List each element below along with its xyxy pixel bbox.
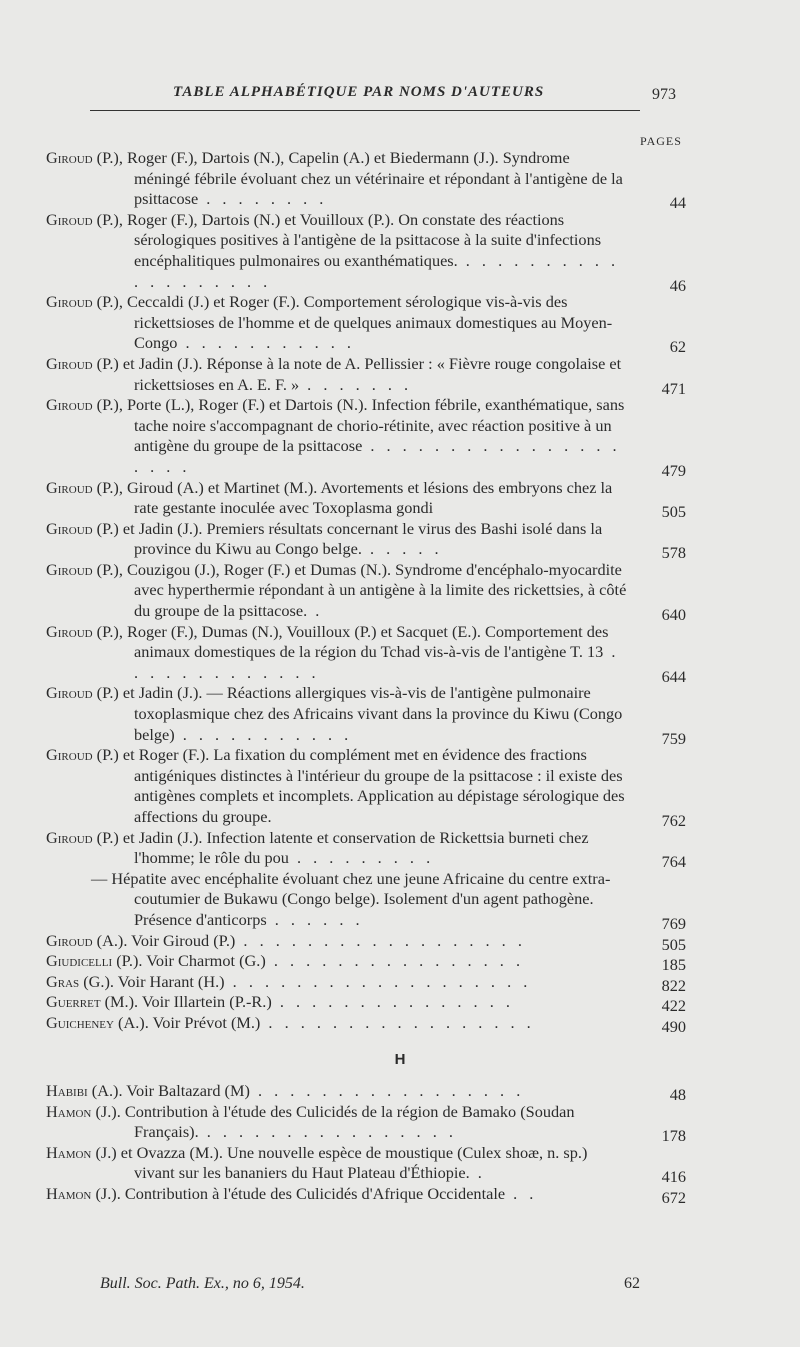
index-entry bbox=[46, 1184, 686, 1205]
entry-page: 505 bbox=[661, 934, 686, 954]
running-title: TABLE ALPHABÉTIQUE PAR NOMS D'AUTEURS bbox=[173, 84, 545, 100]
entry-author: Giroud bbox=[46, 827, 93, 847]
index-entries-h bbox=[46, 1081, 686, 1205]
index-entry bbox=[46, 683, 686, 748]
index-entry bbox=[46, 1142, 686, 1187]
entry-page: 672 bbox=[661, 1187, 686, 1207]
pages-column-label: PAGES bbox=[640, 134, 682, 148]
leader-dots: . . . . . . . . . . . . . . . bbox=[271, 992, 514, 1012]
entry-author: Giroud bbox=[46, 353, 93, 373]
entry-page: 490 bbox=[661, 1016, 686, 1036]
entry-page: 471 bbox=[661, 378, 686, 398]
entry-text: (J.) et Ovazza (M.). Une nouvelle espèce de moustique (Culex shoæ, n. sp.) vivant sur les bananiers du Haut Plateau d'Éthiopie. bbox=[91, 1142, 588, 1183]
index-entry bbox=[46, 477, 686, 522]
entry-page: 44 bbox=[669, 193, 686, 213]
entry-author: Giroud bbox=[46, 395, 93, 415]
leader-dots: . . . . . . . . . . . . . . . . . bbox=[249, 1081, 525, 1100]
page-number: 973 bbox=[652, 86, 676, 103]
entry-page: 764 bbox=[661, 852, 686, 872]
entry-page: 48 bbox=[669, 1085, 686, 1104]
entry-text: (P.) et Jadin (J.). Réponse à la note de A. Pellissier : « Fièvre rouge congolaise et rickettsioses en A. E. F. » bbox=[92, 353, 622, 394]
index-entry bbox=[46, 931, 686, 952]
entry-text: (P.), Roger (F.), Dumas (N.), Vouilloux (P.) et Sacquet (E.). Comportement des animaux domestiques de la région du Tchad vis-à-vis de l'antigène T. 13 bbox=[92, 621, 609, 662]
entry-text: (J.). Contribution à l'étude des Culicidés de la région de Bamako (Soudan Français). bbox=[91, 1101, 575, 1142]
entry-author: Giroud bbox=[46, 559, 93, 579]
entry-author: Giroud bbox=[46, 148, 93, 167]
header-rule bbox=[90, 110, 640, 111]
entry-author: Gras bbox=[46, 971, 80, 991]
index-entries-g bbox=[46, 148, 686, 1034]
entry-author: Giroud bbox=[46, 292, 93, 312]
entry-page: 759 bbox=[661, 728, 686, 748]
leader-dots: . . . . . . . . . . . . . . . . . . . bbox=[134, 250, 620, 291]
entry-text: (P.) et Jadin (J.). — Réactions allergiques vis-à-vis de l'antigène pulmonaire toxoplasmique chez des Africains vivant dans la province du Kiwu (Congo belge) bbox=[92, 683, 623, 744]
index-entry bbox=[46, 148, 686, 213]
leader-dots: . . . . . . . . . . . bbox=[174, 724, 353, 744]
footer-signature: 62 bbox=[624, 1275, 640, 1292]
index-entry bbox=[46, 992, 686, 1016]
entry-author: Giroud bbox=[46, 518, 93, 538]
entry-page: 178 bbox=[661, 1126, 686, 1146]
index-entry bbox=[46, 622, 686, 684]
index-entry bbox=[46, 1101, 686, 1146]
index-entry bbox=[46, 972, 686, 993]
leader-dots: . . . . . . . . . . . . . . . . . . bbox=[235, 930, 526, 950]
entry-page: 479 bbox=[661, 460, 686, 480]
entry-text: (P.), Roger (F.), Dartois (N.), Capelin (A.) et Biedermann (J.). Syndrome méningé fébrile évoluant chez un vétérinaire et répondant à l'antigène de la psittacose bbox=[92, 148, 623, 209]
leader-dots: . bbox=[307, 601, 324, 621]
index-entry bbox=[46, 1081, 686, 1102]
entry-text: (P.), Roger (F.), Dartois (N.) et Vouilloux (P.). On constate des réactions sérologiques positives à l'antigène de la psittacose à la suite d'infections encéphalitiques pulmonaires ou exanthématiques. bbox=[92, 209, 602, 270]
entry-author: Giroud bbox=[46, 477, 93, 497]
index-entry bbox=[46, 292, 686, 357]
entry-text: (P.). Voir Charmot (G.) bbox=[112, 951, 266, 971]
entry-text: (A.). Voir Prévot (M.) bbox=[113, 1012, 261, 1032]
entry-text: (P.), Couzigou (J.), Roger (F.) et Dumas (N.). Syndrome d'encéphalo-myocardite avec hyperthermie répondant à un antigène à la limite des rickettsies, à côté du groupe de la psittacose. bbox=[92, 559, 627, 621]
entry-page: 578 bbox=[661, 543, 686, 563]
index-entry bbox=[46, 353, 686, 398]
entry-author: Hamon bbox=[46, 1101, 92, 1121]
entry-page: 46 bbox=[669, 275, 686, 295]
entry-page: 822 bbox=[661, 975, 686, 995]
entry-page: 640 bbox=[661, 605, 686, 625]
entry-text: (P.), Porte (L.), Roger (F.) et Dartois (N.). Infection fébrile, exanthématique, sans tache noire s'accompagnant de chorio-rétinite, avec réaction positive à un antigène du groupe de la psittacose bbox=[92, 395, 625, 456]
leader-dots: . . . . . . . . . bbox=[288, 848, 435, 868]
entry-author: Habibi bbox=[46, 1081, 88, 1100]
entry-author: — bbox=[91, 868, 108, 888]
entry-text: (P.) et Jadin (J.). Infection latente et conservation de Rickettsia burneti chez l'homme; le rôle du pou bbox=[92, 827, 589, 868]
leader-dots: . . . . . . . . . . . . . . . . bbox=[265, 951, 525, 971]
index-entry bbox=[46, 869, 686, 931]
entry-author: Giroud bbox=[46, 745, 93, 765]
section-letter: H bbox=[394, 1051, 406, 1068]
entry-page: 769 bbox=[661, 913, 686, 933]
index-entry bbox=[46, 209, 686, 295]
leader-dots: . . . . . bbox=[361, 539, 443, 559]
entry-text: (P.), Giroud (A.) et Martinet (M.). Avortements et lésions des embryons chez la rate gestante inoculée avec Toxoplasma gondi bbox=[92, 477, 613, 518]
index-entry bbox=[46, 745, 686, 830]
entry-page: 185 bbox=[661, 955, 686, 975]
index-entry bbox=[46, 395, 686, 480]
leader-dots: . . . . . . . . . . . . . bbox=[134, 642, 620, 682]
entry-page: 762 bbox=[661, 811, 686, 830]
entry-text: (P.) et Jadin (J.). Premiers résultats concernant le virus des Bashi isolé dans la province du Kiwu au Congo belge. bbox=[92, 518, 603, 559]
entry-author: Giroud bbox=[46, 683, 93, 703]
leader-dots: . . . . . . . . . . . . . . . . bbox=[198, 1122, 457, 1142]
entry-author: Hamon bbox=[46, 1142, 92, 1162]
entry-text: Hépatite avec encéphalite évoluant chez une jeune Africaine du centre extra-coutumier de Bukawu (Congo belge). Isolement d'un agent pathogène. Présence d'anticorps bbox=[107, 868, 611, 929]
entry-page: 422 bbox=[661, 996, 686, 1016]
footer-citation: Bull. Soc. Path. Ex., no 6, 1954. bbox=[100, 1275, 305, 1292]
entry-text: (G.). Voir Harant (H.) bbox=[79, 971, 225, 991]
entry-page: 644 bbox=[661, 666, 686, 686]
entry-text: (M.). Voir Illartein (P.-R.) bbox=[100, 992, 272, 1012]
leader-dots: . . . . . . . bbox=[299, 374, 413, 394]
entry-page: 505 bbox=[661, 502, 686, 522]
entry-text: (J.). Contribution à l'étude des Culicidés d'Afrique Occidentale bbox=[91, 1183, 506, 1203]
leader-dots: . . . . . . . . . . . . . . . . . . . . bbox=[134, 436, 621, 476]
leader-dots: . . . . . . . . bbox=[198, 189, 328, 209]
index-entry bbox=[46, 518, 686, 563]
leader-dots: . . . . . . . . . . . . . . . . . bbox=[260, 1012, 535, 1032]
entry-author: Giroud bbox=[46, 209, 93, 229]
index-entry bbox=[46, 951, 686, 975]
entry-author: Giroud bbox=[46, 930, 93, 950]
leader-dots: . . . . . . . . . . . bbox=[177, 333, 355, 353]
leader-dots: . . . . . . bbox=[266, 909, 364, 929]
entry-author: Giudicelli bbox=[46, 951, 113, 971]
entry-text: (P.), Ceccaldi (J.) et Roger (F.). Comportement sérologique vis-à-vis des rickettsioses de l'homme et de quelques animaux domestiques au Moyen-Congo bbox=[92, 292, 613, 353]
leader-dots: . . bbox=[505, 1183, 538, 1203]
entry-text: (A.). Voir Giroud (P.) bbox=[92, 930, 236, 950]
entry-text: (A.). Voir Baltazard (M) bbox=[87, 1081, 250, 1100]
entry-author: Guerret bbox=[46, 992, 101, 1012]
entry-author: Giroud bbox=[46, 621, 93, 641]
entry-page: 416 bbox=[661, 1167, 686, 1187]
entry-author: Hamon bbox=[46, 1183, 92, 1203]
index-entry bbox=[46, 1013, 686, 1034]
index-entry bbox=[46, 827, 686, 872]
entry-text: (P.) et Roger (F.). La fixation du complément met en évidence des fractions antigéniques distinctes à l'intérieur du groupe de la psittacose : il existe des antigènes complets et incomplets. Application au dépistage sérologique des affections du groupe. bbox=[92, 745, 625, 826]
leader-dots: . . . . . . . . . . . . . . . . . . . bbox=[224, 971, 532, 991]
index-entry bbox=[46, 559, 686, 625]
entry-author: Guicheney bbox=[46, 1012, 114, 1032]
footer bbox=[100, 1275, 640, 1293]
entry-page: 62 bbox=[669, 337, 686, 357]
leader-dots: . bbox=[469, 1163, 486, 1183]
